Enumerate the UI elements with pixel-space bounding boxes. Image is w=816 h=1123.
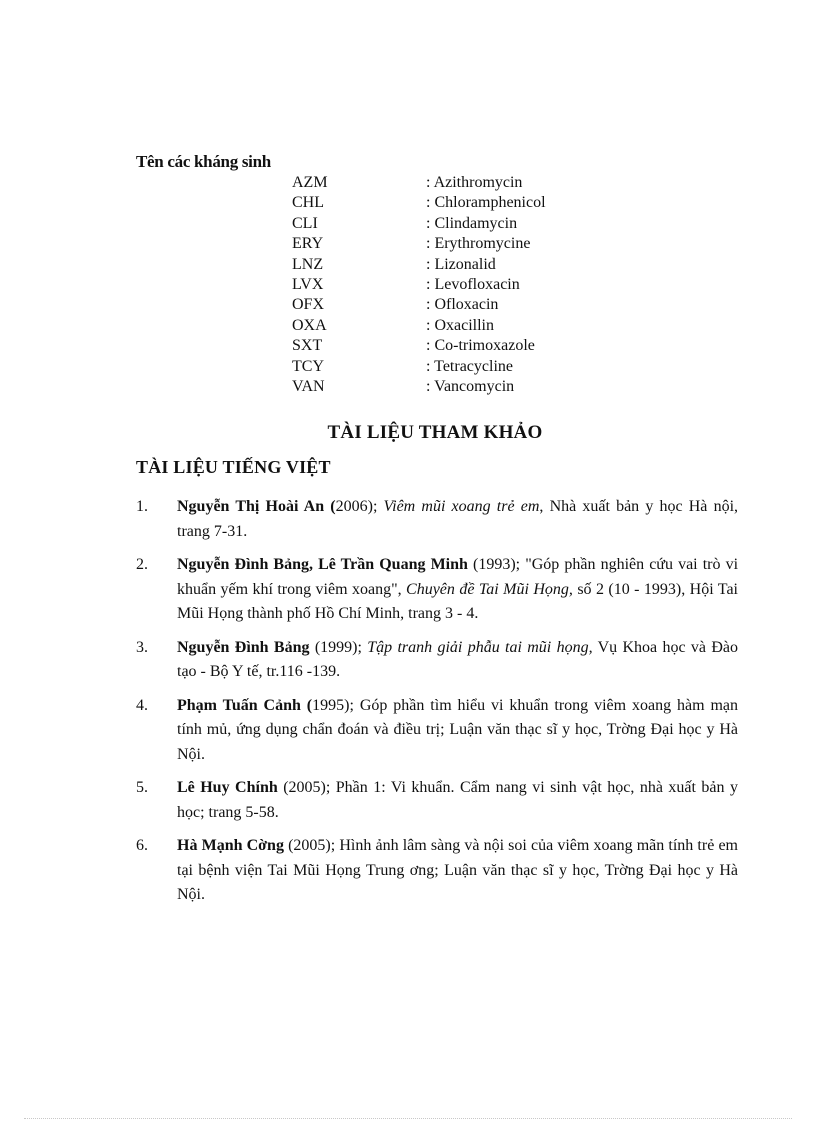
- reference-text: (2005); Hình ảnh lâm sàng và nội soi của viêm xoang mãn tính trẻ em tại bệnh viện Tai Mũi Họng Trung ơng; Luận văn thạc sĩ y học, Trờng Đại học y Hà Nội.: [177, 837, 739, 903]
- abbreviation-row: [292, 336, 546, 356]
- reference-title: Tập tranh giải phẫu tai mũi họng,: [367, 638, 593, 656]
- abbreviation-row: [292, 295, 546, 315]
- reference-number: 1.: [136, 498, 148, 515]
- abbreviation-name: : Lizonalid: [426, 255, 496, 273]
- reference-text: 1995); Góp phần tìm hiểu vi khuẩn trong viêm xoang hàm mạn tính mủ, ứng dụng chẩn đoán và điều trị; Luận văn thạc sĩ y học, Trờng Đại học y Hà Nội.: [177, 696, 739, 763]
- reference-text: 2006);: [335, 498, 384, 515]
- abbreviation-name: : Azithromycin: [426, 174, 523, 191]
- reference-text: (2005); Phần 1: Vi khuẩn. Cẩm nang vi sinh vật học, nhà xuất bản y học; trang 5-58.: [177, 779, 739, 821]
- abbreviation-name: : Co-trimoxazole: [426, 337, 535, 355]
- abbreviation-list: [292, 173, 546, 397]
- reference-title: Chuyên đề Tai Mũi Họng,: [406, 580, 573, 598]
- reference-author: Nguyễn Thị Hoài An (: [177, 498, 336, 515]
- abbreviation-code: CLI: [292, 214, 318, 232]
- abbreviation-name: : Levofloxacin: [426, 275, 520, 293]
- abbreviation-code: AZM: [292, 174, 328, 191]
- abbreviation-name: : Clindamycin: [426, 214, 518, 232]
- reference-title: Viêm mũi xoang trẻ em: [383, 498, 540, 515]
- reference-author: Nguyễn Đình Bảng, Lê Trần Quang Minh: [177, 556, 468, 573]
- abbreviation-name: : Oxacillin: [426, 316, 494, 334]
- reference-author: Lê Huy Chính: [177, 779, 278, 796]
- abbreviation-row: [292, 193, 546, 213]
- reference-text: (1993); "Góp phần nghiên cứu vai trò vi khuẩn yếm khí trong viêm xoang",: [177, 556, 739, 598]
- reference-item: [136, 694, 738, 768]
- abbreviation-name: : Chloramphenicol: [426, 194, 546, 212]
- abbreviations-heading: Tên các kháng sinh: [136, 152, 271, 171]
- abbreviation-row: [292, 316, 546, 336]
- references-subtitle: TÀI LIỆU TIẾNG VIỆT: [136, 457, 331, 477]
- abbreviation-row: [292, 255, 546, 275]
- abbreviation-name: : Tetracycline: [426, 357, 513, 375]
- abbreviation-row: [292, 214, 546, 234]
- abbreviation-code: ERY: [292, 235, 324, 253]
- reference-item: [136, 495, 738, 544]
- reference-publisher: số 2 (10 - 1993), Hội Tai Mũi Họng thành phố Hồ Chí Minh, trang 3 - 4.: [177, 580, 738, 622]
- reference-number: 2.: [136, 556, 148, 573]
- reference-author: Hà Mạnh Cờng: [177, 837, 284, 854]
- abbreviation-name: : Ofloxacin: [426, 296, 499, 314]
- abbreviation-row: [292, 234, 546, 254]
- reference-item: [136, 776, 738, 825]
- abbreviation-code: LVX: [292, 275, 324, 293]
- reference-number: 3.: [136, 638, 148, 656]
- references-title: TÀI LIỆU THAM KHẢO: [327, 422, 543, 443]
- reference-list: [136, 495, 738, 917]
- reference-publisher: Vụ Khoa học và Đào tạo - Bộ Y tế, tr.116 -139.: [177, 638, 738, 680]
- abbreviation-row: [292, 377, 546, 397]
- abbreviation-name: : Erythromycine: [426, 235, 531, 253]
- reference-text: (1999);: [309, 638, 368, 656]
- abbreviation-code: VAN: [292, 377, 325, 395]
- abbreviation-row: [292, 173, 546, 193]
- page-bottom-divider: [24, 1118, 792, 1119]
- reference-item: [136, 636, 738, 685]
- reference-number: 6.: [136, 837, 148, 854]
- reference-author: Nguyễn Đình Bảng: [177, 638, 310, 656]
- reference-item: [136, 834, 738, 908]
- abbreviation-code: CHL: [292, 194, 324, 212]
- abbreviation-code: OFX: [292, 296, 325, 314]
- abbreviation-name: : Vancomycin: [426, 377, 515, 395]
- reference-author: Phạm Tuấn Cảnh (: [177, 696, 313, 714]
- abbreviation-code: SXT: [292, 337, 323, 355]
- abbreviation-code: TCY: [292, 357, 324, 375]
- reference-item: [136, 553, 738, 627]
- reference-number: 5.: [136, 779, 148, 796]
- abbreviation-row: [292, 357, 546, 377]
- abbreviation-code: LNZ: [292, 255, 324, 273]
- abbreviation-row: [292, 275, 546, 295]
- reference-number: 4.: [136, 696, 148, 714]
- reference-publisher: , Nhà xuất bản y học Hà nội, trang 7-31.: [177, 498, 739, 540]
- abbreviation-code: OXA: [292, 316, 327, 334]
